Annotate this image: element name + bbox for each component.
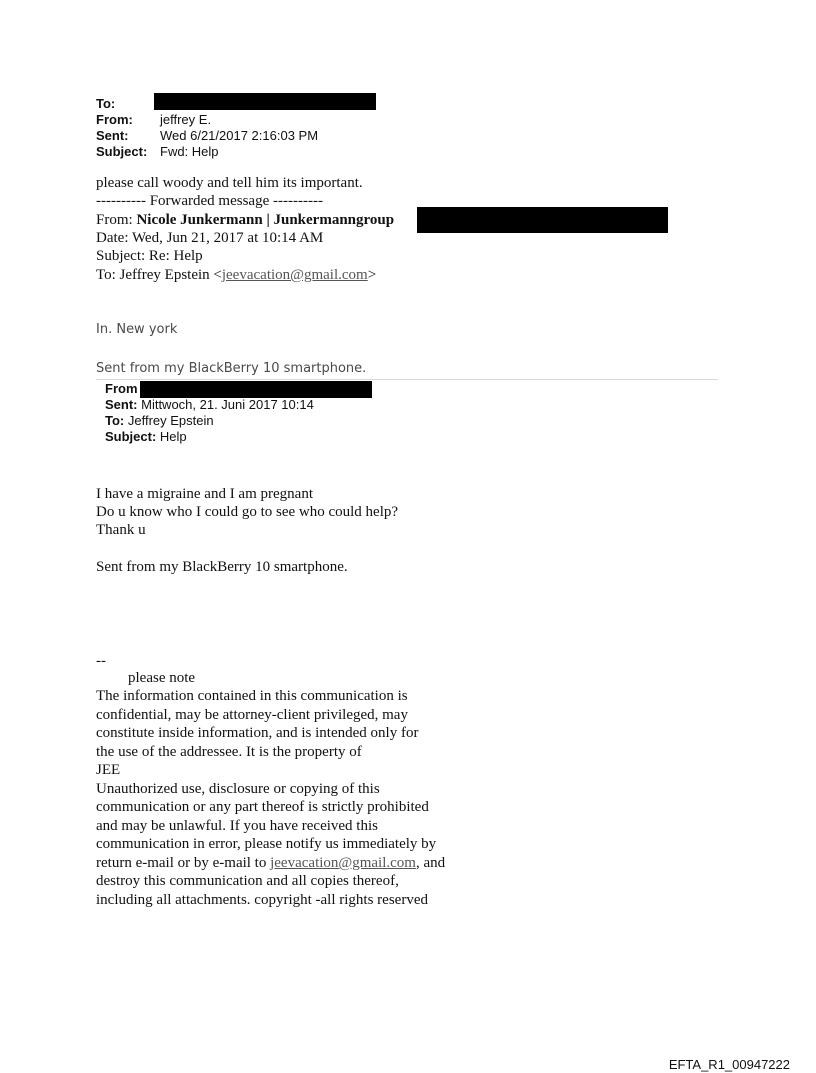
disclaimer-line: destroy this communication and all copies thereof, bbox=[96, 873, 399, 889]
forward-divider: ---------- Forwarded message ---------- bbox=[96, 193, 323, 209]
inner-to-value: Jeffrey Epstein bbox=[124, 413, 214, 428]
inner-subject-label: Subject: bbox=[105, 429, 157, 444]
to-label: To: bbox=[96, 96, 116, 111]
return-prefix: return e-mail or by e-mail to bbox=[96, 855, 271, 871]
from-label: From: bbox=[96, 112, 133, 127]
disclaimer-line: constitute inside information, and is intended only for bbox=[96, 725, 419, 741]
disclaimer-return-line bbox=[96, 854, 445, 873]
inner-sent-value: Mittwoch, 21. Juni 2017 10:14 bbox=[137, 397, 314, 412]
disclaimer-line: confidential, may be attorney-client privileged, may bbox=[96, 707, 408, 723]
email-link[interactable]: jeevacation@gmail.com bbox=[221, 267, 368, 283]
sent-value: Wed 6/21/2017 2:16:03 PM bbox=[160, 128, 319, 143]
disclaimer-note: please note bbox=[128, 670, 196, 686]
inner-from-label: From bbox=[105, 381, 138, 396]
original-signature: Sent from my BlackBerry 10 smartphone. bbox=[96, 559, 348, 575]
document-id: EFTA_R1_00947222 bbox=[668, 1057, 790, 1072]
redaction-bar bbox=[154, 93, 376, 110]
divider bbox=[96, 379, 718, 380]
from-value: jeffrey E. bbox=[160, 112, 212, 127]
forwarded-date: Date: Wed, Jun 21, 2017 at 10:14 AM bbox=[96, 230, 324, 246]
forwarded-to-suffix: > bbox=[367, 267, 377, 283]
forwarded-to-prefix: To: Jeffrey Epstein < bbox=[96, 267, 222, 283]
disclaimer-line: the use of the addressee. It is the property of bbox=[96, 744, 362, 760]
disclaimer-line: The information contained in this communication is bbox=[96, 688, 408, 704]
original-line: Do u know who I could go to see who could help? bbox=[96, 504, 399, 520]
redaction-bar bbox=[140, 381, 372, 398]
disclaimer-line: communication or any part thereof is strictly prohibited bbox=[96, 799, 429, 815]
subject-label: Subject: bbox=[96, 144, 148, 159]
reply-text: In. New york bbox=[96, 322, 178, 337]
inner-subject-value: Help bbox=[156, 429, 187, 444]
forwarded-to bbox=[96, 266, 376, 285]
inner-to bbox=[105, 413, 214, 429]
message-line: please call woody and tell him its important. bbox=[96, 175, 363, 191]
forwarded-from-label: From: bbox=[96, 212, 137, 228]
inner-sent bbox=[105, 397, 314, 413]
inner-sent-label: Sent: bbox=[105, 397, 138, 412]
subject-value: Fwd: Help bbox=[160, 144, 219, 159]
disclaimer-line: JEE bbox=[96, 762, 121, 778]
email-link[interactable]: jeevacation@gmail.com bbox=[270, 855, 416, 871]
disclaimer-dashes: -- bbox=[96, 653, 106, 669]
inner-from bbox=[105, 381, 138, 397]
disclaimer-line: and may be unlawful. If you have received this bbox=[96, 818, 378, 834]
disclaimer-line: communication in error, please notify us immediately by bbox=[96, 836, 437, 852]
disclaimer-line: including all attachments. copyright -all rights reserved bbox=[96, 892, 428, 908]
reply-signature: Sent from my BlackBerry 10 smartphone. bbox=[96, 361, 367, 376]
forwarded-from bbox=[96, 211, 394, 230]
forwarded-from-name: Nicole Junkermann | Junkermanngroup bbox=[136, 212, 395, 228]
inner-subject bbox=[105, 429, 187, 445]
return-suffix: , and bbox=[415, 855, 446, 871]
forwarded-subject: Subject: Re: Help bbox=[96, 248, 203, 264]
sent-label: Sent: bbox=[96, 128, 129, 143]
disclaimer-line: Unauthorized use, disclosure or copying of this bbox=[96, 781, 380, 797]
original-line: Thank u bbox=[96, 522, 146, 538]
redaction-bar bbox=[417, 207, 668, 233]
original-line: I have a migraine and I am pregnant bbox=[96, 486, 313, 502]
inner-to-label: To: bbox=[105, 413, 125, 428]
